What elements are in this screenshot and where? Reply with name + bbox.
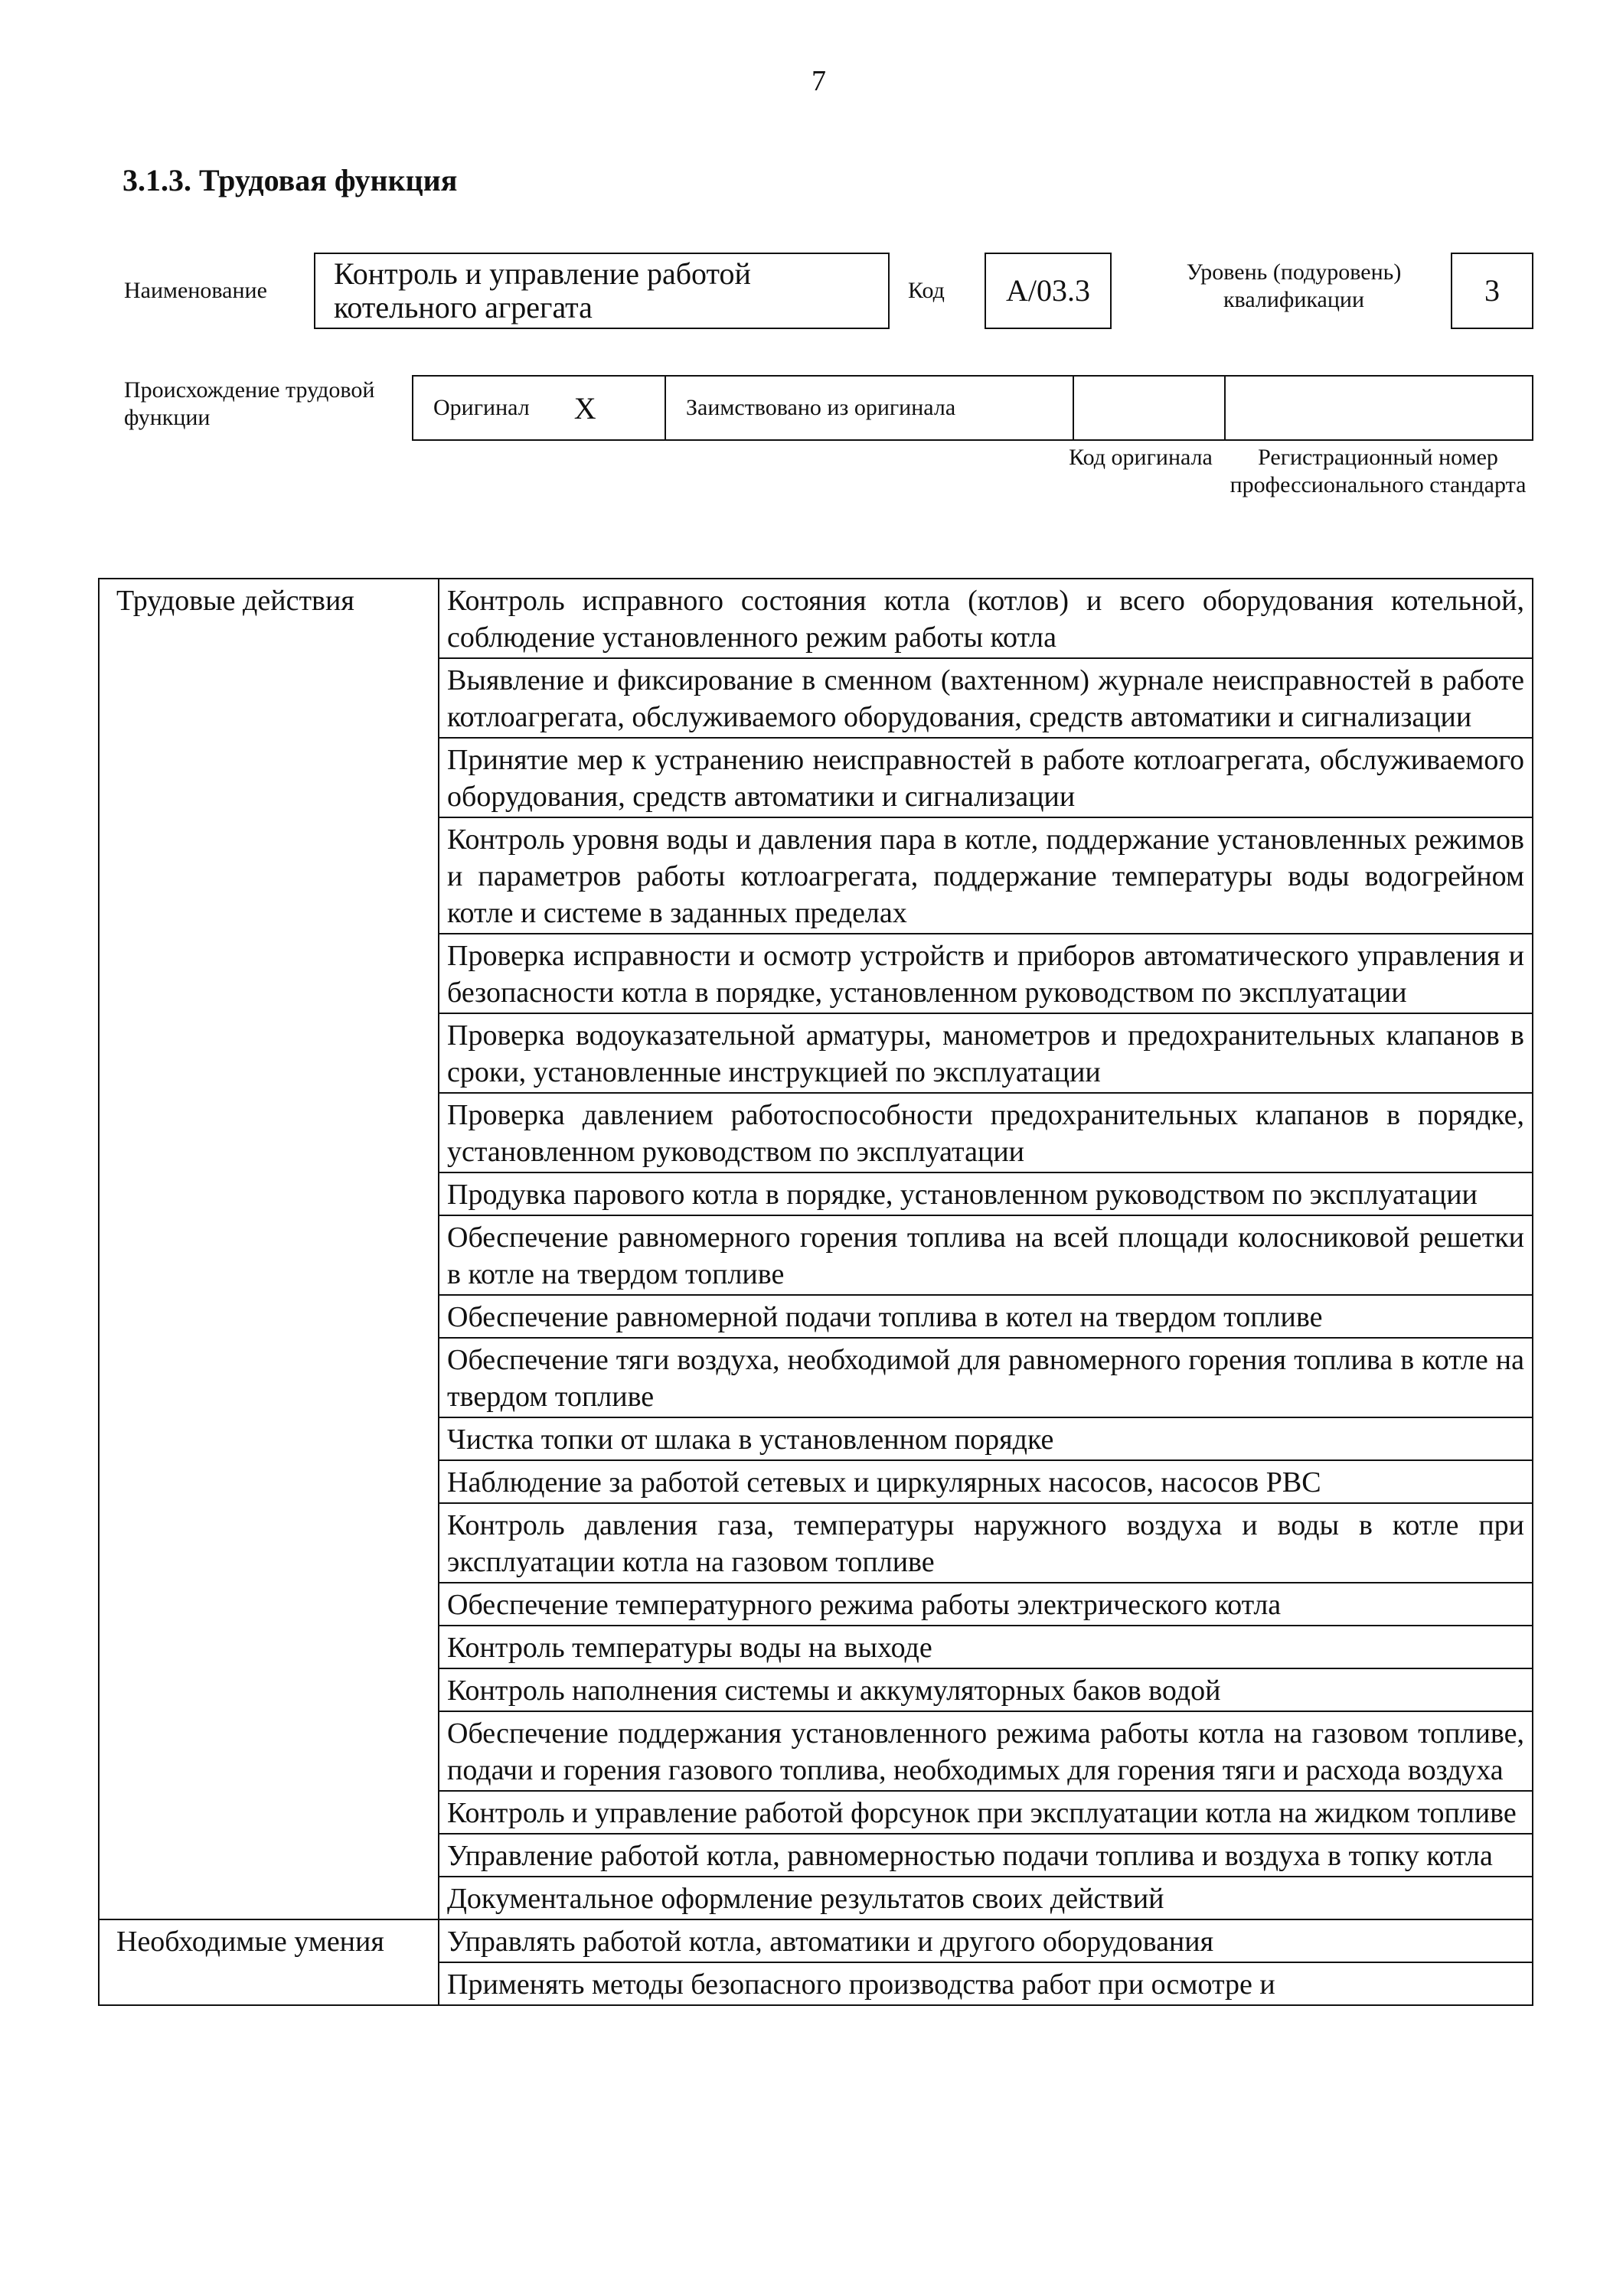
table-cell-item: [439, 1962, 1533, 2005]
item-text: Документальное оформление результатов своих действий: [447, 1883, 1164, 1915]
item-text: Контроль наполнения системы и аккумуляторных баков водой: [447, 1675, 1221, 1707]
table-cell-item: [439, 1626, 1533, 1668]
item-text: Контроль исправного состояния котла (котлов) и всего оборудования котельной, соблюдение установленного режим работы котла: [447, 585, 1524, 654]
section-heading: 3.1.3. Трудовая функция: [122, 163, 458, 197]
qualification-level-value: 3: [1451, 253, 1533, 329]
table-cell-item: [439, 1013, 1533, 1093]
table-cell-item: [439, 934, 1533, 1013]
item-text: Проверка давлением работоспособности предохранительных клапанов в порядке, установленном руководством по эксплуатации: [447, 1099, 1524, 1168]
item-text: Обеспечение температурного режима работы электрического котла: [447, 1589, 1282, 1621]
origin-original-checkmark: X: [573, 390, 596, 426]
function-code-label: Код: [908, 278, 945, 303]
item-text: Обеспечение тяги воздуха, необходимой для равномерного горения топлива в котле на твердом топливе: [447, 1344, 1524, 1413]
original-code-caption: Код оригинала: [1069, 445, 1213, 470]
table-cell-item: [439, 1460, 1533, 1503]
table-cell-item: [439, 1417, 1533, 1460]
table-cell-item: [439, 1834, 1533, 1877]
item-text: Контроль давления газа, температуры наружного воздуха и воды в котле при эксплуатации котла на газовом топливе: [447, 1509, 1524, 1578]
origin-borrowed-cell: [666, 377, 1074, 439]
origin-original-cell: [413, 377, 666, 439]
table-cell-item: [439, 1711, 1533, 1791]
table-cell-item: [439, 1215, 1533, 1295]
table-cell-item: [439, 1093, 1533, 1172]
table-cell-item: [439, 1668, 1533, 1711]
item-text: Контроль уровня воды и давления пара в котле, поддержание установленных режимов и параметров работы котлоагрегата, поддержание температуры воды водогрейном котле и системе в заданных пределах: [447, 823, 1524, 929]
table-cell-item: [439, 817, 1533, 934]
item-text: Обеспечение равномерного горения топлива на всей площади колосниковой решетки в котле на твердом топливе: [447, 1221, 1524, 1290]
table-cell-item: [439, 1172, 1533, 1215]
origin-original-label: Оригинал: [433, 395, 530, 420]
table-cell-item: [439, 1919, 1533, 1962]
item-text: Проверка водоуказательной арматуры, манометров и предохранительных клапанов в сроки, установленные инструкцией по эксплуатации: [447, 1019, 1524, 1088]
item-text: Наблюдение за работой сетевых и циркулярных насосов, насосов РВС: [447, 1466, 1321, 1499]
table-cell-item: [439, 1295, 1533, 1338]
item-text: Продувка парового котла в порядке, установленном руководством по эксплуатации: [447, 1179, 1478, 1211]
group-title: Необходимые умения: [99, 1919, 439, 2005]
table-cell-item: [439, 1338, 1533, 1417]
table-cell-item: [439, 579, 1533, 658]
item-text: Управлять работой котла, автоматики и другого оборудования: [447, 1926, 1214, 1958]
item-text: Контроль температуры воды на выходе: [447, 1632, 932, 1664]
table-cell-item: [439, 1791, 1533, 1834]
registration-number-caption: Регистрационный номер профессионального стандарта: [1229, 445, 1527, 497]
item-text: Обеспечение равномерной подачи топлива в котел на твердом топливе: [447, 1301, 1323, 1333]
item-text: Применять методы безопасного производства работ при осмотре и: [447, 1968, 1275, 2001]
item-text: Обеспечение поддержания установленного режима работы котла на газовом топливе, подачи и горения газового топлива, необходимых для горения тяги и расхода воздуха: [447, 1717, 1524, 1786]
original-code-cell: [1074, 377, 1226, 439]
item-text: Проверка исправности и осмотр устройств и приборов автоматического управления и безопасности котла в порядке, установленном руководством по эксплуатации: [447, 940, 1524, 1009]
table-cell-item: [439, 1583, 1533, 1626]
registration-number-cell: [1226, 377, 1532, 439]
table-cell-item: [439, 1503, 1533, 1583]
table-cell-item: [439, 738, 1533, 817]
item-text: Чистка топки от шлака в установленном порядке: [447, 1424, 1054, 1456]
item-text: Принятие мер к устранению неисправностей в работе котлоагрегата, обслуживаемого оборудования, средств автоматики и сигнализации: [447, 744, 1524, 813]
table-cell-item: [439, 658, 1533, 738]
table-row: [99, 579, 1533, 658]
item-text: Управление работой котла, равномерностью подачи топлива и воздуха в топку котла: [447, 1840, 1493, 1872]
table-cell-item: [439, 1877, 1533, 1919]
labor-function-table: [98, 578, 1533, 2006]
function-name-label: Наименование: [124, 278, 267, 303]
origin-table: [412, 375, 1533, 441]
origin-borrowed-label: Заимствовано из оригинала: [686, 395, 956, 420]
origin-label: Происхождение трудовой функции: [124, 377, 375, 430]
table-row: [99, 1919, 1533, 1962]
function-code-value: A/03.3: [985, 253, 1112, 329]
qualification-level-label: Уровень (подуровень) квалификации: [1186, 259, 1402, 312]
group-title: Трудовые действия: [99, 579, 439, 1919]
item-text: Выявление и фиксирование в сменном (вахтенном) журнале неисправностей в работе котлоагрегата, обслуживаемого оборудования, средств автоматики и сигнализации: [447, 664, 1524, 733]
page-number: 7: [812, 65, 826, 97]
function-name-value: Контроль и управление работой котельного агрегата: [314, 253, 890, 329]
item-text: Контроль и управление работой форсунок при эксплуатации котла на жидком топливе: [447, 1797, 1517, 1829]
